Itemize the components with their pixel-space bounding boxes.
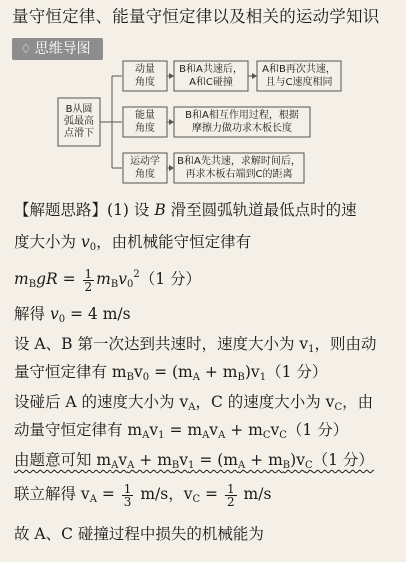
- aspect-energy-l2: 角度: [135, 123, 155, 134]
- text: ，由机械能守恒定律有: [96, 233, 252, 251]
- points: （1 分）: [139, 270, 202, 288]
- subscript: A: [238, 460, 246, 471]
- aspect-momentum: [123, 61, 167, 91]
- subscript: B: [126, 372, 134, 383]
- connector-root: [100, 76, 122, 168]
- mindmap-tag-label: 思维导图: [34, 41, 91, 57]
- subscript: C: [279, 430, 287, 441]
- points: （1 分）: [312, 451, 374, 469]
- root-line-3: 点滑下: [64, 128, 94, 139]
- step-momentum-2: [257, 61, 341, 91]
- text: v: [118, 451, 128, 469]
- text: = m: [164, 421, 203, 439]
- solution-line-7: [14, 392, 373, 412]
- aspect-kinematics-l1: 运动学: [130, 156, 160, 167]
- text: 设碰后 A 的速度大小为 v: [14, 393, 189, 411]
- subscript: A: [218, 430, 226, 441]
- text: 滑至圆弧轨道最低点时的速: [165, 201, 357, 219]
- fraction-half: [83, 268, 95, 293]
- step-e-l2: 摩擦力做功求木板长度: [191, 123, 292, 134]
- subscript: A: [127, 460, 135, 471]
- aspect-momentum-l2: 角度: [135, 77, 155, 88]
- step-m1-l1: B和A共速后，: [179, 64, 243, 75]
- aspect-momentum-l1: 动量: [135, 64, 155, 75]
- step-e-l1: B和A相互作用过程，根据: [185, 110, 299, 121]
- fraction-half-2: [225, 483, 237, 508]
- subscript: 0: [126, 279, 134, 290]
- text: = (m: [194, 451, 239, 469]
- root-line-2: 弧最高: [64, 116, 94, 127]
- text: + m: [245, 451, 283, 469]
- text: 联立解得 v: [14, 485, 90, 503]
- equation-energy: [14, 264, 201, 294]
- subscript: 1: [259, 372, 267, 383]
- text: 量守恒定律有 m: [14, 363, 127, 381]
- aspect-energy: [123, 107, 167, 137]
- subscript: B: [237, 372, 245, 383]
- subscript: A: [111, 460, 119, 471]
- subscript: B: [171, 460, 180, 471]
- subscript: A: [202, 430, 210, 441]
- subscript: C: [334, 402, 343, 413]
- solution-line-1: [14, 200, 357, 220]
- text: = (m: [149, 363, 193, 381]
- text: =: [200, 485, 223, 503]
- subscript: 0: [142, 372, 150, 383]
- points: （1 分）: [266, 363, 328, 381]
- text: ，由: [342, 393, 374, 411]
- var-v: v: [118, 270, 127, 288]
- var-gR: gR: [36, 270, 58, 288]
- text: 由题意可知 m: [14, 451, 112, 469]
- text: 设 A、B 第一次达到共速时，速度大小为 v: [14, 335, 309, 353]
- bulb-icon: ♢: [20, 42, 32, 57]
- var-v: v: [49, 305, 59, 323]
- subscript: 0: [58, 314, 66, 325]
- text: v: [209, 421, 219, 439]
- solution-line-4: [14, 304, 131, 324]
- subscript: 0: [89, 242, 97, 253]
- subscript: C: [304, 460, 313, 471]
- step-energy: [174, 107, 310, 137]
- text: m/s: [238, 485, 272, 503]
- text: (1) 设: [107, 201, 155, 219]
- step-m2-l1: A和B再次共速，: [262, 64, 336, 75]
- text: 度大小为: [14, 233, 81, 251]
- fraction-third: [122, 483, 134, 508]
- step-m1-l2: A和C碰撞: [189, 77, 233, 88]
- aspect-kinematics-l2: 角度: [135, 169, 155, 180]
- text: = 4 m/s: [65, 305, 131, 323]
- subscript: B: [110, 279, 119, 290]
- equals: =: [57, 270, 81, 288]
- solution-line-5: [14, 334, 377, 354]
- subscript: B: [282, 460, 291, 471]
- text: v: [270, 421, 280, 439]
- solution-line-11: 故 A、C 碰撞过程中损失的机械能为: [14, 525, 264, 543]
- aspect-kinematics: [123, 153, 167, 183]
- solution-line-10: [14, 478, 271, 510]
- text: )v: [244, 363, 260, 381]
- text: v: [134, 363, 143, 381]
- denominator: 3: [123, 494, 132, 509]
- exponent: 2: [133, 269, 140, 280]
- step-kinematics: [174, 153, 304, 183]
- numerator: 1: [226, 481, 235, 496]
- subscript: 1: [308, 344, 315, 355]
- intro-text: 量守恒定律、能量守恒定律以及相关的运动学知识: [12, 7, 380, 26]
- solution-line-8: [14, 420, 348, 440]
- text: + m: [199, 363, 238, 381]
- subscript: 1: [188, 460, 195, 471]
- subscript: C: [262, 430, 271, 441]
- root-line-1: B从圆: [65, 104, 93, 115]
- step-k-l2: 再求木板右端到C的距离: [185, 169, 293, 180]
- subscript: B: [28, 279, 37, 290]
- text: v: [179, 451, 189, 469]
- step-momentum-1: [174, 61, 248, 91]
- text: 动量守恒定律有 m: [14, 421, 143, 439]
- text: =: [96, 485, 120, 503]
- text: m/s，v: [135, 485, 193, 503]
- numerator: 1: [84, 266, 93, 281]
- step-k-l1: B和A先共速，求解时间后，: [177, 156, 301, 167]
- subscript: A: [188, 402, 196, 413]
- solution-line-2: [14, 232, 251, 252]
- numerator: 1: [123, 481, 132, 496]
- text: + m: [134, 451, 172, 469]
- root-node: [58, 98, 100, 146]
- text: + m: [225, 421, 263, 439]
- solution-line-9: [14, 450, 374, 470]
- denominator: 2: [226, 494, 235, 509]
- subscript: A: [142, 430, 150, 441]
- subscript: C: [192, 494, 201, 505]
- solution-heading: 【解题思路】: [14, 201, 108, 219]
- var-m: m: [14, 270, 29, 288]
- subscript: 1: [158, 430, 165, 441]
- var-v: v: [80, 233, 90, 251]
- subscript: A: [89, 494, 97, 505]
- text: v: [149, 421, 159, 439]
- text: ，C 的速度大小为 v: [195, 393, 335, 411]
- var-m: m: [96, 270, 111, 288]
- denominator: 2: [84, 279, 93, 294]
- points: （1 分）: [286, 421, 349, 439]
- subscript: A: [192, 372, 200, 383]
- text: )v: [290, 451, 305, 469]
- mindmap-tag: [12, 38, 103, 60]
- text: 解得: [14, 305, 50, 323]
- var-B: B: [154, 201, 166, 219]
- text: ，则由动: [314, 335, 377, 353]
- step-m2-l2: 且与C速度相同: [265, 77, 333, 88]
- aspect-energy-l1: 能量: [135, 110, 155, 121]
- solution-line-6: [14, 362, 327, 382]
